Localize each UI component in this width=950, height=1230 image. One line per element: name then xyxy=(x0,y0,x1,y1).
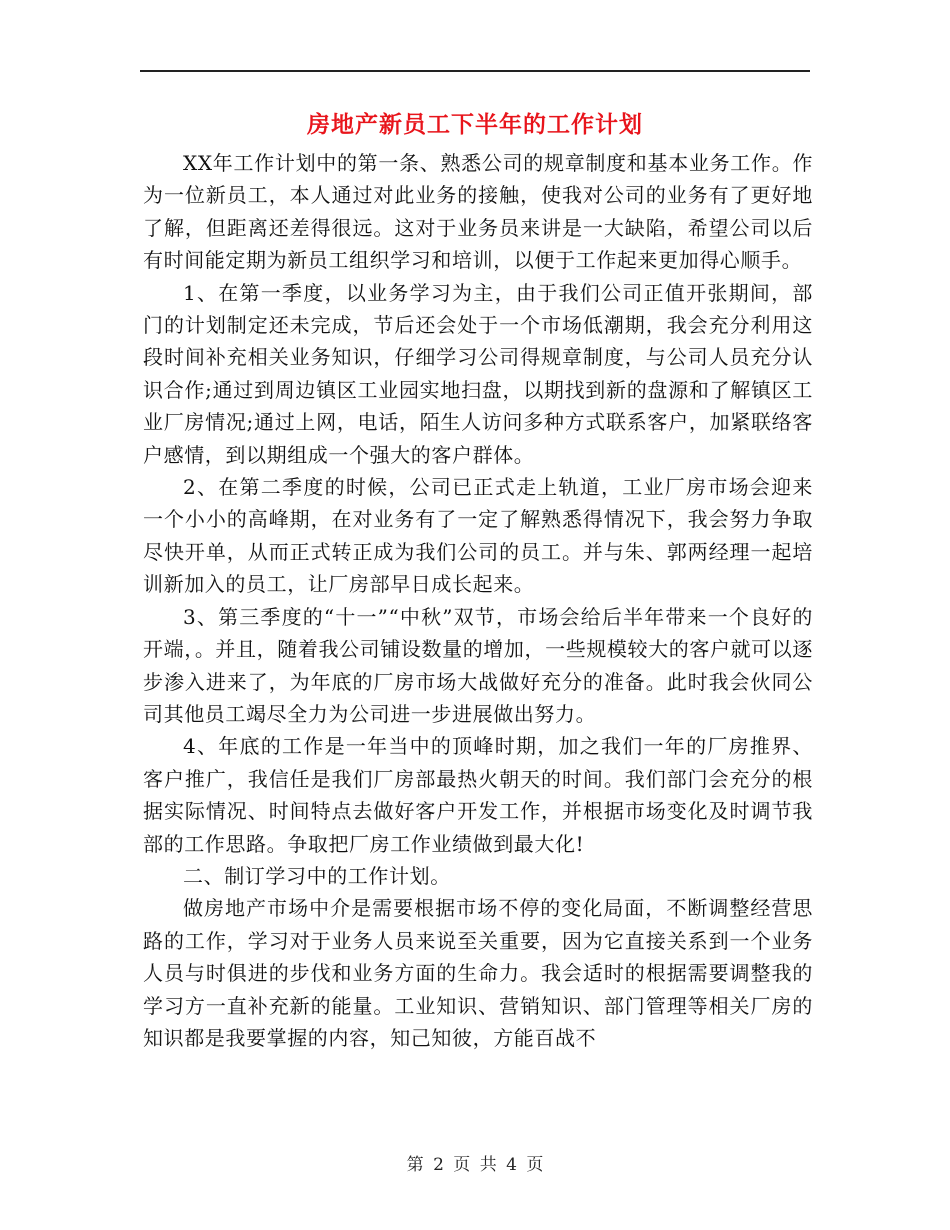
footer-page-word: 页 xyxy=(453,1155,471,1175)
paragraph-intro: XX年工作计划中的第一条、熟悉公司的规章制度和基本业务工作。作为一位新员工，本人通过对此业务的接触，使我对公司的业务有了更好地了解，但距离还差得很远。这对于业务员来讲是一大缺陷，希望公司以后有时间能定期为新员工组织学习和培训，以便于工作起来更加得心顺手。 xyxy=(143,151,813,273)
paragraph-q1: 1、在第一季度，以业务学习为主，由于我们公司正值开张期间，部门的计划制定还未完成，节后还会处于一个市场低潮期，我会充分利用这段时间补充相关业务知识，仔细学习公司得规章制度，与公司人员充分认识合作;通过到周边镇区工业园实地扫盘，以期找到新的盘源和了解镇区工业厂房情况;通过上网，电话，陌生人访问多种方式联系客户，加紧联络客户感情，到以期组成一个强大的客户群体。 xyxy=(143,280,813,467)
footer-total-pages: 4 xyxy=(506,1155,517,1175)
paragraph-q4: 4、年底的工作是一年当中的顶峰时期，加之我们一年的厂房推界、客户推广，我信任是我们厂房部最热火朝天的时间。我们部门会充分的根据实际情况、时间特点去做好客户开发工作，并根据市场变化及时调节我部的工作思路。争取把厂房工作业绩做到最大化! xyxy=(143,734,813,856)
paragraph-q2: 2、在第二季度的时候，公司已正式走上轨道，工业厂房市场会迎来一个小小的高峰期，在对业务有了一定了解熟悉得情况下，我会努力争取尽快开单，从而正式转正成为我们公司的员工。并与朱、郭两经理一起培训新加入的员工，让厂房部早日成长起来。 xyxy=(143,475,813,597)
footer-total-label: 共 xyxy=(479,1155,497,1175)
paragraph-q3: 3、第三季度的“十一”“中秋”双节，市场会给后半年带来一个良好的开端，。并且，随着我公司铺设数量的增加，一些规模较大的客户就可以逐步渗入进来了，为年底的厂房市场大战做好充分的准备。此时我会伙同公司其他员工竭尽全力为公司进一步进展做出努力。 xyxy=(143,604,813,726)
footer-current-page: 2 xyxy=(433,1155,444,1175)
footer-prefix: 第 xyxy=(406,1155,424,1175)
footer-suffix: 页 xyxy=(526,1155,544,1175)
header-rule xyxy=(140,70,810,72)
paragraph-study: 做房地产市场中介是需要根据市场不停的变化局面，不断调整经营思路的工作，学习对于业务人员来说至关重要，因为它直接关系到一个业务人员与时俱进的步伐和业务方面的生命力。我会适时的根据需要调整我的学习方一直补充新的能量。工业知识、营销知识、部门管理等相关厂房的知识都是我要掌握的内容，知己知彼，方能百战不 xyxy=(143,896,813,1050)
page-number-footer xyxy=(0,1153,950,1177)
document-body xyxy=(143,147,813,1054)
document-title: 房地产新员工下半年的工作计划 xyxy=(307,111,643,138)
section-heading-study-plan: 二、制订学习中的工作计划。 xyxy=(183,863,451,888)
